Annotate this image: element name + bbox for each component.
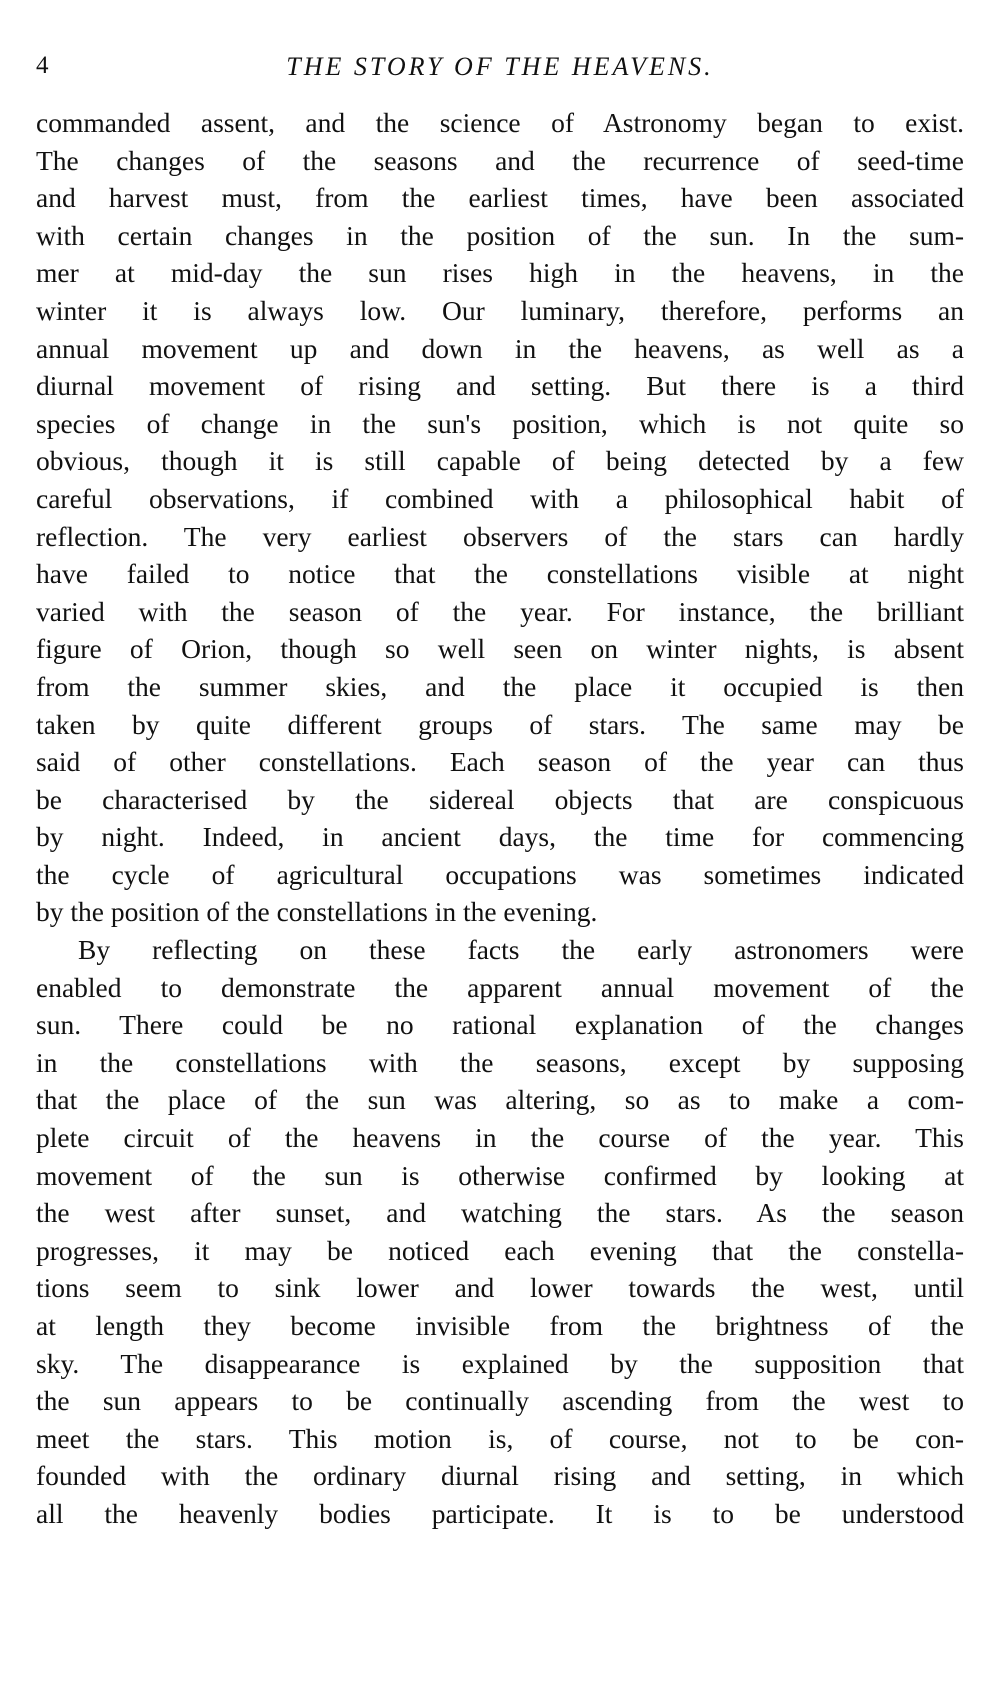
text-line: mer at mid-day the sun rises high in the heavens, in the bbox=[36, 257, 964, 289]
body-text bbox=[36, 104, 964, 1533]
text-line: and harvest must, from the earliest times, have been associated bbox=[36, 182, 964, 214]
page-header bbox=[36, 40, 964, 92]
book-page bbox=[36, 40, 964, 1680]
text-line: with certain changes in the position of the sun. In the sum- bbox=[36, 219, 964, 251]
text-line: at length they become invisible from the brightness of the bbox=[36, 1310, 964, 1341]
text-line: obvious, though it is still capable of being detected by a few bbox=[36, 445, 964, 477]
text-line: reflection. The very earliest observers of the stars can hardly bbox=[36, 520, 964, 552]
text-line: said of other constellations. Each season of the year can thus bbox=[36, 746, 964, 778]
text-line: annual movement up and down in the heavens, as well as a bbox=[36, 332, 964, 364]
text-line: careful observations, if combined with a philosophical habit of bbox=[36, 482, 964, 514]
text-line: the west after sunset, and watching the stars. As the season bbox=[36, 1197, 964, 1229]
text-line: the sun appears to be continually ascending from the west to bbox=[36, 1385, 964, 1417]
paragraph bbox=[36, 104, 964, 931]
text-line: have failed to notice that the constellations visible at night bbox=[36, 558, 964, 590]
text-line: varied with the season of the year. For instance, the brilliant bbox=[36, 595, 964, 627]
text-line: figure of Orion, though so well seen on winter nights, is absent bbox=[36, 633, 964, 665]
paragraph bbox=[36, 931, 964, 1533]
text-line: commanded assent, and the science of Astronomy began to exist. bbox=[36, 107, 964, 138]
text-line: by night. Indeed, in ancient days, the time for commencing bbox=[36, 821, 964, 853]
text-line: be characterised by the sidereal objects that are conspicuous bbox=[36, 783, 964, 815]
text-line: the cycle of agricultural occupations was sometimes indicated bbox=[36, 858, 964, 890]
text-line: that the place of the sun was altering, so as to make a com- bbox=[36, 1084, 964, 1116]
text-line: By reflecting on these facts the early astronomers were bbox=[78, 934, 964, 966]
text-line: movement of the sun is otherwise confirmed by looking at bbox=[36, 1159, 964, 1191]
text-line: meet the stars. This motion is, of course, not to be con- bbox=[36, 1422, 964, 1454]
text-line: plete circuit of the heavens in the course of the year. This bbox=[36, 1122, 964, 1154]
running-title: THE STORY OF THE HEAVENS. bbox=[286, 52, 714, 81]
text-line: tions seem to sink lower and lower towards the west, until bbox=[36, 1272, 964, 1304]
text-line: species of change in the sun's position, which is not quite so bbox=[36, 407, 964, 439]
page-number: 4 bbox=[36, 52, 49, 79]
text-line: by the position of the constellations in the evening. bbox=[36, 896, 598, 928]
text-line: winter it is always low. Our luminary, therefore, performs an bbox=[36, 294, 964, 326]
text-line: all the heavenly bodies participate. It is to be understood bbox=[36, 1497, 964, 1529]
text-line: sun. There could be no rational explanation of the changes bbox=[36, 1009, 964, 1041]
text-line: diurnal movement of rising and setting. But there is a third bbox=[36, 370, 964, 402]
text-line: progresses, it may be noticed each evening that the constella- bbox=[36, 1234, 964, 1266]
text-line: founded with the ordinary diurnal rising and setting, in which bbox=[36, 1460, 964, 1492]
text-line: in the constellations with the seasons, except by supposing bbox=[36, 1046, 964, 1078]
text-line: The changes of the seasons and the recurrence of seed-time bbox=[36, 144, 964, 176]
text-line: sky. The disappearance is explained by the supposition that bbox=[36, 1347, 964, 1379]
text-line: taken by quite different groups of stars. The same may be bbox=[36, 708, 964, 740]
text-line: from the summer skies, and the place it occupied is then bbox=[36, 670, 964, 702]
text-line: enabled to demonstrate the apparent annual movement of the bbox=[36, 971, 964, 1003]
